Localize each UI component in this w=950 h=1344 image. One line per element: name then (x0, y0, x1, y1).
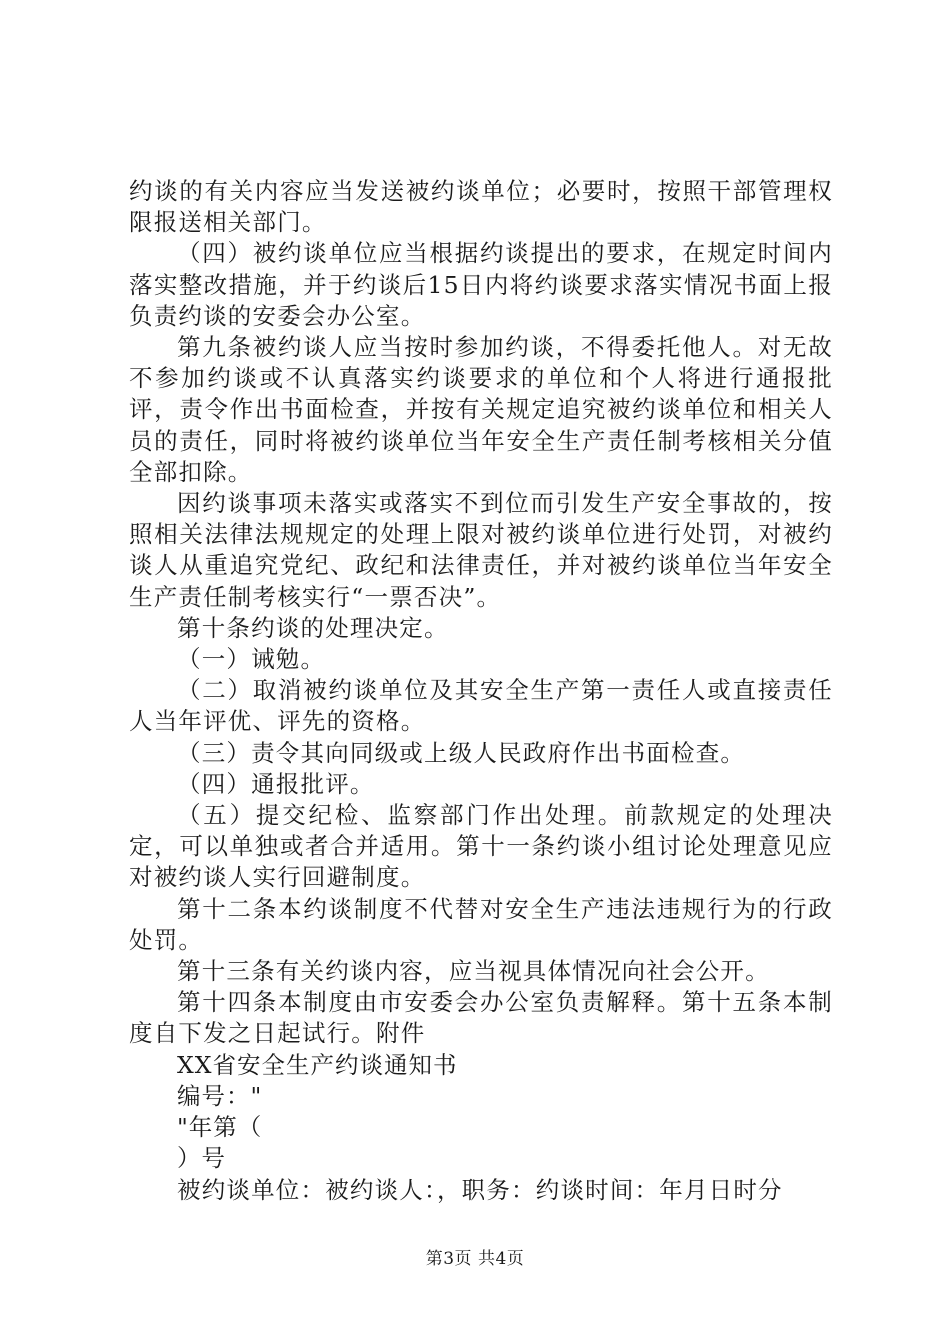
document-body (129, 176, 833, 1206)
paragraph: （一）诫勉。 (177, 645, 326, 674)
paragraph: （二）取消被约谈单位及其安全生产第一责任人或直接责任人当年评优、评先的资格。 (129, 676, 833, 736)
paragraph: （五）提交纪检、监察部门作出处理。前款规定的处理决定，可以单独或者合并适用。第十一条约谈小组讨论处理意见应对被约谈人实行回避制度。 (129, 801, 833, 892)
page-number-footer: 第3页 共4页 (425, 1249, 525, 1269)
attachment-title: XX省安全生产约谈通知书 (177, 1050, 458, 1079)
notice-fields-line: 被约谈单位：被约谈人：，职务：约谈时间：年月日时分 (177, 1175, 783, 1204)
notice-number-label: 编号：" (177, 1081, 263, 1110)
paragraph: 第十条约谈的处理决定。 (177, 613, 449, 642)
paragraph: 第十三条有关约谈内容，应当视具体情况向社会公开。 (177, 957, 770, 986)
paragraph: 第十四条本制度由市安委会办公室负责解释。第十五条本制度自下发之日起试行。附件 (129, 988, 833, 1048)
paragraph: （四）通报批评。 (177, 769, 375, 798)
paragraph: 第九条被约谈人应当按时参加约谈，不得委托他人。对无故不参加约谈或不认真落实约谈要求的单位和个人将进行通报批评，责令作出书面检查，并按有关规定追究被约谈单位和相关人员的责任，同时将被约谈单位当年安全生产责任制考核相关分值全部扣除。 (129, 333, 833, 486)
paragraph: 因约谈事项未落实或落实不到位而引发生产安全事故的，按照相关法律法规规定的处理上限对被约谈单位进行处罚，对被约谈人从重追究党纪、政纪和法律责任，并对被约谈单位当年安全生产责任制考核实行“一票否决”。 (129, 489, 833, 611)
notice-year-label: "年第（ (177, 1113, 263, 1142)
paragraph: （三）责令其向同级或上级人民政府作出书面检查。 (177, 738, 746, 767)
paragraph: 约谈的有关内容应当发送被约谈单位；必要时，按照干部管理权限报送相关部门。 (129, 177, 833, 237)
notice-number-suffix: ）号 (177, 1144, 226, 1173)
paragraph: （四）被约谈单位应当根据约谈提出的要求，在规定时间内落实整改措施，并于约谈后15日内将约谈要求落实情况书面上报负责约谈的安委会办公室。 (129, 239, 833, 330)
paragraph: 第十二条本约谈制度不代替对安全生产违法违规行为的行政处罚。 (129, 894, 833, 954)
